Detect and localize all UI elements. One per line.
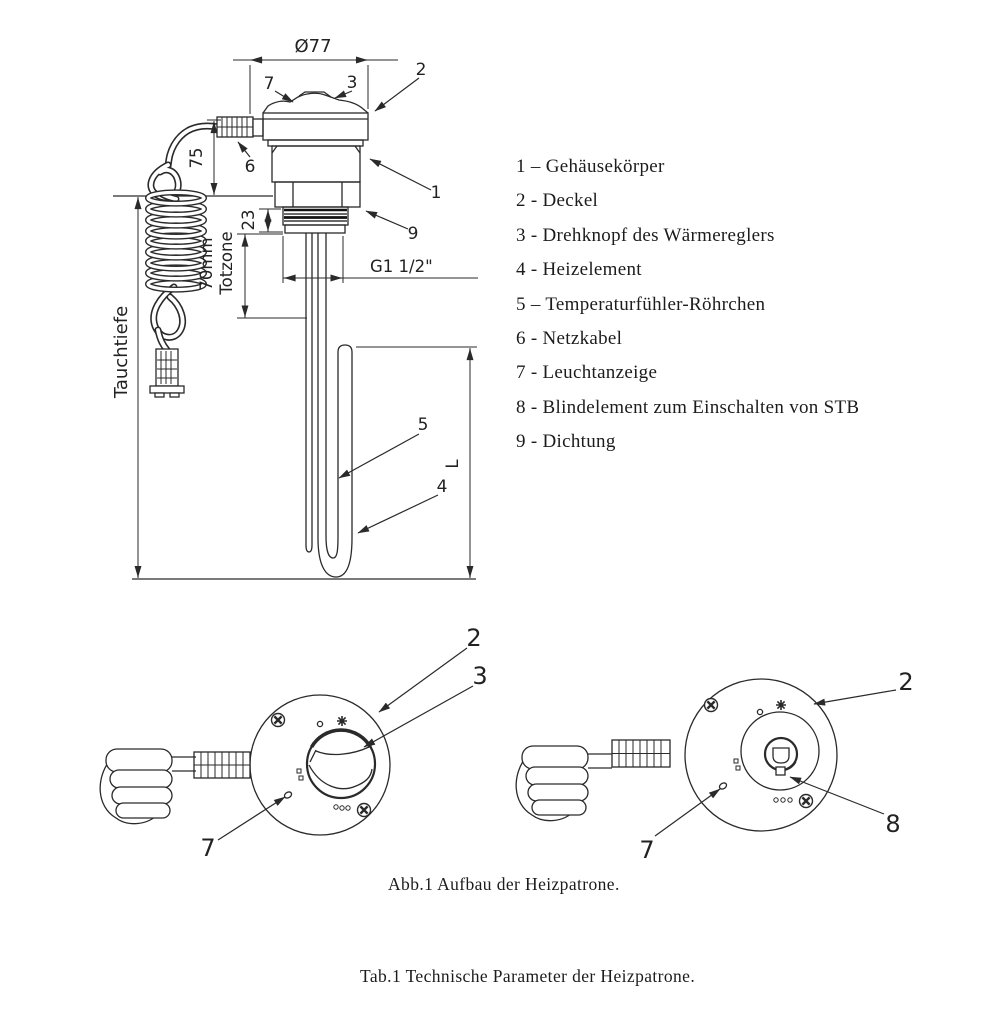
knob-profile	[263, 93, 368, 113]
dim-diameter-label: Ø77	[294, 36, 332, 57]
flange	[285, 225, 345, 233]
dial-mark	[736, 766, 740, 770]
frost-symbol-icon	[776, 700, 786, 710]
callout-2: 2	[466, 624, 482, 652]
dial-dot	[781, 798, 785, 802]
callout-2: 2	[415, 60, 427, 80]
legend-item: 5 – Temperaturfühler-Röhrchen	[516, 293, 766, 315]
dim-immersion-depth-label: Tauchtiefe	[111, 305, 132, 399]
heating-element-tubes	[306, 233, 352, 577]
screw-icon	[705, 699, 718, 712]
main-callouts	[238, 60, 447, 533]
callout-8: 8	[885, 810, 901, 838]
dial-mark	[757, 709, 762, 714]
heater-leg-left	[318, 233, 326, 538]
figure-caption: Abb.1 Aufbau der Heizpatrone.	[388, 874, 620, 894]
dial-mark	[734, 759, 738, 763]
top-view-with-knob	[100, 624, 487, 862]
callout-3: 3	[346, 73, 358, 93]
parts-legend	[516, 150, 859, 460]
dim-deadzone	[197, 231, 307, 318]
screw-icon	[800, 795, 813, 808]
main-side-view	[111, 36, 478, 579]
cable-gland	[612, 740, 670, 767]
legend-item: 4 - Heizelement	[516, 259, 642, 281]
thermostat-knob	[307, 730, 375, 798]
callout-2: 2	[898, 668, 914, 696]
dial-mark	[317, 721, 322, 726]
callout-6: 6	[244, 157, 256, 177]
power-plug-side	[100, 749, 196, 824]
dim-element-length	[356, 347, 477, 578]
dim-element-length-label: L	[443, 459, 462, 469]
callout-9: 9	[407, 224, 419, 244]
legend-item: 6 - Netzkabel	[516, 327, 623, 349]
cable-coil	[148, 192, 204, 289]
indicator-light	[283, 791, 292, 800]
dim-diameter	[233, 36, 398, 114]
top-view-knob-removed	[516, 668, 913, 864]
legend-item: 1 – Gehäusekörper	[516, 156, 665, 177]
callout-4: 4	[436, 477, 448, 497]
screw-icon	[272, 714, 285, 727]
dial-dot	[774, 798, 778, 802]
right-view-callouts	[639, 668, 913, 864]
housing-assembly	[263, 92, 368, 233]
table-caption: Tab.1 Technische Parameter der Heizpatrone.	[360, 966, 696, 986]
heater-leg-right	[338, 345, 352, 538]
callout-7: 7	[639, 836, 655, 864]
housing-body	[272, 146, 360, 182]
callout-5: 5	[417, 415, 429, 435]
callout-7: 7	[263, 74, 275, 94]
hex-nut	[275, 182, 360, 207]
dim-deadzone-label: Totzone	[217, 231, 236, 295]
dial-mark	[297, 769, 301, 773]
legend-item: 3 - Drehknopf des Wärmereglers	[516, 224, 775, 246]
callout-7: 7	[200, 834, 216, 862]
power-plug-side	[516, 746, 612, 821]
power-plug	[150, 349, 184, 397]
dial-dot	[346, 806, 350, 810]
dim-gasket-height-label: 23	[239, 209, 258, 231]
dial-dot	[334, 805, 338, 809]
dim-thread-label: G1 1/2"	[370, 257, 433, 276]
dial-mark	[299, 776, 303, 780]
cover-rect	[263, 113, 368, 140]
legend-item: 7 - Leuchtanzeige	[516, 362, 658, 384]
cable-gland	[194, 752, 250, 778]
legend-item: 9 - Dichtung	[516, 431, 616, 453]
dial-dot	[340, 806, 344, 810]
cable-gland	[217, 117, 263, 137]
knob-recess-circle	[741, 712, 819, 790]
callout-3: 3	[472, 662, 488, 690]
dim-immersion-depth	[111, 197, 138, 578]
thread-gasket	[283, 207, 348, 225]
dim-cable-height-label: 75	[187, 147, 206, 169]
callout-1: 1	[430, 183, 442, 203]
left-view-callouts	[200, 624, 487, 862]
dial-dot	[788, 798, 792, 802]
dim-gasket-height	[239, 209, 283, 232]
u-bend-inner	[326, 536, 338, 558]
screw-icon	[358, 804, 371, 817]
sensor-tube	[306, 233, 312, 552]
dim-deadzone-value: 70mm	[197, 237, 216, 291]
legend-item: 8 - Blindelement zum Einschalten von STB	[516, 396, 860, 418]
legend-item: 2 - Deckel	[516, 190, 599, 212]
stb-blind-element	[765, 738, 797, 775]
frost-symbol-icon	[337, 716, 347, 726]
